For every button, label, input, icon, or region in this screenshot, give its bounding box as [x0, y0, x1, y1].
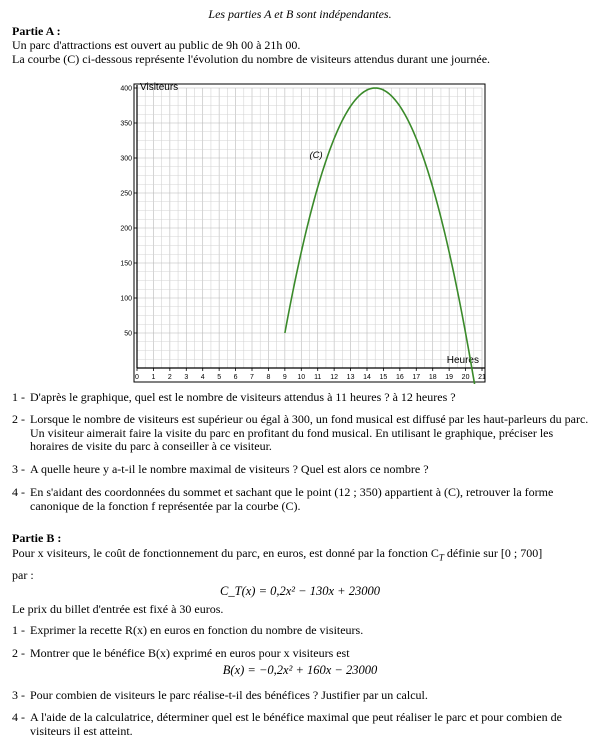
x-tick-label: 6 — [233, 374, 238, 381]
part-a-q1 — [12, 391, 592, 405]
y-tick-label: 300 — [120, 155, 132, 163]
x-tick-label: 7 — [250, 374, 254, 381]
x-tick-label: 20 — [461, 374, 470, 381]
x-tick-label: 10 — [297, 374, 306, 381]
part-b-formula-profit: B(x) = −0,2x² + 160x − 23000 — [222, 663, 378, 677]
y-axis-label: Visiteurs — [140, 82, 179, 93]
part-a-title: Partie A : — [12, 24, 61, 38]
part-b-q3-number: 3 - — [12, 688, 25, 702]
y-tick-label: 350 — [120, 120, 132, 128]
part-a-q4-text: En s'aidant des coordonnées du sommet et sachant que le point (12 ; 350) appartient à (C), retrouver la forme canonique de la fonction f représentée par la courbe (C). — [30, 485, 554, 513]
x-tick-label: 16 — [395, 374, 404, 381]
x-tick-label: 0 — [135, 374, 139, 381]
x-tick-label: 21 — [478, 374, 486, 381]
part-b-q2-number: 2 - — [12, 646, 25, 660]
y-tick-label: 100 — [120, 295, 132, 303]
x-tick-label: 11 — [314, 374, 322, 381]
part-b-q1-number: 1 - — [12, 623, 25, 637]
part-a-q2 — [12, 413, 592, 454]
y-tick-label: 400 — [120, 85, 132, 93]
part-b-line1-end: définie sur [0 ; 700] — [446, 546, 543, 560]
part-b-line1-sub: T — [438, 552, 444, 563]
x-tick-label: 19 — [445, 374, 454, 381]
x-tick-label: 12 — [330, 374, 339, 381]
x-tick-label: 3 — [184, 374, 189, 381]
x-tick-label: 14 — [363, 374, 371, 381]
intro-text: Les parties A et B sont indépendantes. — [208, 7, 392, 21]
x-tick-label: 15 — [379, 374, 388, 381]
part-b-q4-text: A l'aide de la calculatrice, déterminer quel est le bénéfice maximal que peut réaliser le parc et pour combien de visiteurs il est atteint. — [30, 710, 562, 738]
x-tick-label: 8 — [266, 374, 271, 381]
part-a-q3-number: 3 - — [12, 462, 25, 476]
x-axis-label: Heures — [446, 355, 479, 366]
x-tick-label: 9 — [282, 374, 287, 381]
x-tick-label: 1 — [151, 374, 156, 381]
y-tick-label: 50 — [124, 330, 132, 338]
x-tick-label: 4 — [200, 374, 205, 381]
y-tick-label: 150 — [120, 260, 132, 268]
part-a-q2-number: 2 - — [12, 412, 25, 426]
x-tick-label: 17 — [412, 374, 421, 381]
part-b-title: Partie B : — [12, 531, 62, 545]
x-tick-label: 2 — [167, 374, 172, 381]
visitors-chart — [110, 72, 495, 384]
part-a-line2: La courbe (C) ci-dessous représente l'évolution du nombre de visiteurs attendus durant une journée. — [12, 52, 491, 66]
part-b-q1-text: Exprimer la recette R(x) en euros en fonction du nombre de visiteurs. — [30, 623, 364, 637]
part-b-q3 — [12, 689, 592, 703]
part-a-q1-text: D'après le graphique, quel est le nombre de visiteurs attendus à 11 heures ? à 12 heures ? — [30, 390, 456, 404]
part-a-q2-text: Lorsque le nombre de visiteurs est supérieur ou égal à 300, un fond musical est diffusé par les haut-parleurs du parc. Un visiteur aimerait faire la visite du parc en profitant du fond musical. En utilisant le graphique, préciser les horaires de visite du parc à conseiller à ce visiteur. — [30, 412, 589, 453]
y-tick-label: 200 — [120, 225, 132, 233]
part-b-line2: Le prix du billet d'entrée est fixé à 30 euros. — [12, 602, 224, 616]
x-tick-label: 18 — [428, 374, 437, 381]
part-a-q4 — [12, 486, 592, 513]
part-b-q3-text: Pour combien de visiteurs le parc réalise-t-il des bénéfices ? Justifier par un calcul. — [30, 688, 428, 702]
part-b-line1b: par : — [12, 568, 34, 582]
curve-label: (C) — [309, 150, 323, 161]
part-a-q3-text: A quelle heure y a-t-il le nombre maximal de visiteurs ? Quel est alors ce nombre ? — [30, 462, 429, 476]
part-a-line1: Un parc d'attractions est ouvert au public de 9h 00 à 21h 00. — [12, 38, 301, 52]
part-b-q2-text: Montrer que le bénéfice B(x) exprimé en euros pour x visiteurs est — [30, 646, 350, 660]
part-a-q3 — [12, 463, 592, 477]
part-b-q4 — [12, 711, 592, 738]
part-b-line1 — [12, 547, 542, 565]
part-a-q4-number: 4 - — [12, 485, 25, 499]
x-tick-label: 13 — [346, 374, 355, 381]
x-tick-label: 5 — [217, 374, 222, 381]
part-b-q2 — [12, 647, 592, 661]
part-a-q1-number: 1 - — [12, 390, 25, 404]
part-b-q4-number: 4 - — [12, 710, 25, 724]
part-b-line1-text: Pour x visiteurs, le coût de fonctionnement du parc, en euros, est donné par la fonction C — [12, 546, 439, 560]
y-tick-label: 250 — [120, 190, 132, 198]
part-b-formula-cost: C_T(x) = 0,2x² − 130x + 23000 — [220, 584, 380, 598]
part-b-q1 — [12, 624, 592, 638]
